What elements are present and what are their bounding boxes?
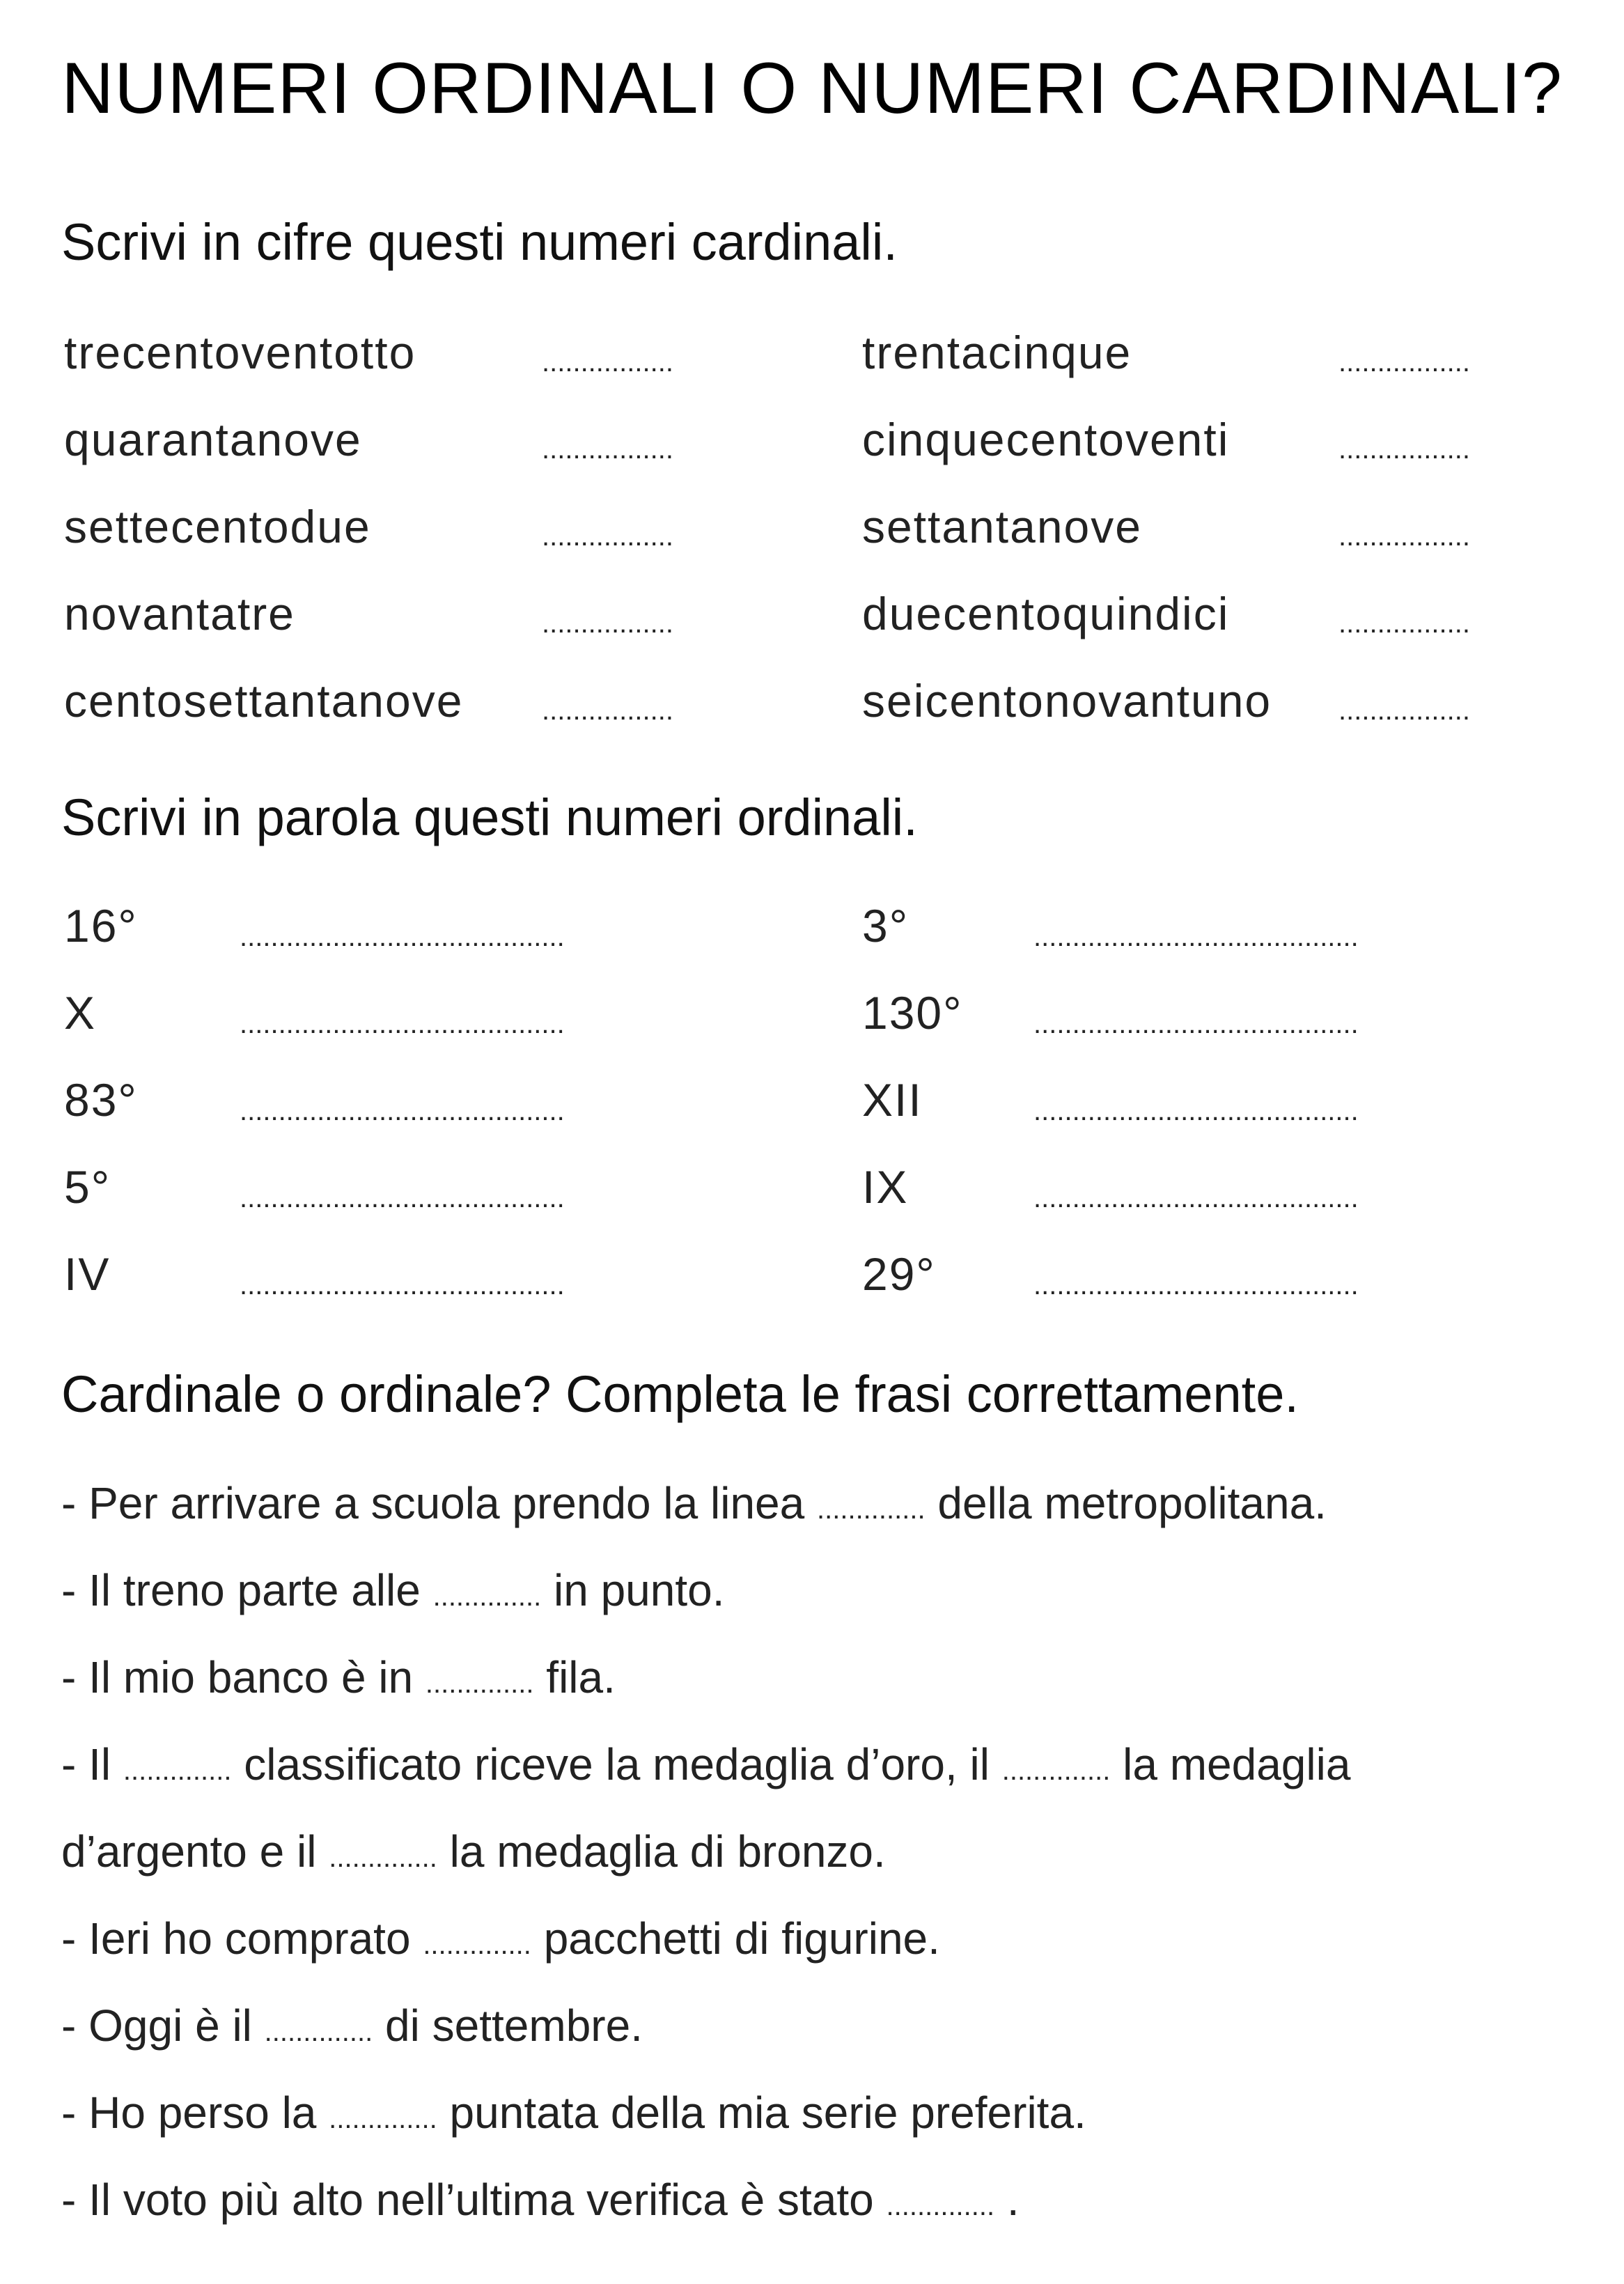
ordinal-number: 3° [862,900,909,951]
section3-heading: Cardinale o ordinale? Completa le frasi correttamente. [61,1365,1299,1423]
answer-blank[interactable]: .............. [264,2017,373,2047]
answer-blank[interactable]: .......................................... [1033,922,1359,952]
answer-blank[interactable]: .............. [123,1755,232,1786]
cardinal-word: settecentodue [64,501,371,552]
answer-blank[interactable]: ................. [542,608,673,639]
answer-blank[interactable]: .......................................... [1033,1270,1359,1300]
answer-blank[interactable]: ................. [1338,434,1470,465]
ordinal-number: 5° [64,1161,111,1213]
cardinal-word: cinquecentoventi [862,414,1230,465]
answer-blank[interactable]: .......................................... [240,1183,565,1213]
answer-blank[interactable]: ................. [542,434,673,465]
sentence: - Il .............. classificato riceve la medaglia d’oro, il .............. la medaglia [61,1739,1351,1789]
sentence: - Per arrivare a scuola prendo la linea .............. della metropolitana. [61,1478,1327,1528]
answer-blank[interactable]: .......................................... [1033,1183,1359,1213]
sentence: - Oggi è il .............. di settembre. [61,2001,643,2051]
answer-blank[interactable]: ................. [542,347,673,378]
sentence: - Ho perso la .............. puntata della mia serie preferita. [61,2088,1086,2138]
ordinal-number: IV [64,1248,111,1300]
answer-blank[interactable]: ................. [542,521,673,552]
sentence: - Il voto più alto nell’ultima verifica è stato .............. . [61,2175,1020,2225]
answer-blank[interactable]: ................. [1338,521,1470,552]
answer-blank[interactable]: ................. [1338,608,1470,639]
cardinal-word: seicentonovantuno [862,675,1272,727]
answer-blank[interactable]: ................. [1338,695,1470,726]
section2-heading: Scrivi in parola questi numeri ordinali. [61,788,918,846]
answer-blank[interactable]: .......................................... [240,922,565,952]
sentence: d’argento e il .............. la medaglia di bronzo. [61,1826,886,1877]
ordinal-number: X [64,987,97,1039]
ordinal-number: 130° [862,987,963,1039]
answer-blank[interactable]: .......................................... [1033,1009,1359,1039]
ordinal-number: 83° [64,1074,138,1126]
page-title: NUMERI ORDINALI O NUMERI CARDINALI? [61,48,1563,129]
answer-blank[interactable]: .............. [329,1842,437,1873]
answer-blank[interactable]: .......................................... [1033,1096,1359,1126]
answer-blank[interactable]: .............. [817,1494,926,1525]
answer-blank[interactable]: .............. [329,2104,437,2134]
sentence: - Ieri ho comprato .............. pacchetti di figurine. [61,1913,940,1964]
cardinal-word: novantatre [64,588,295,639]
answer-blank[interactable]: .............. [432,1581,542,1612]
cardinal-word: settantanove [862,501,1142,552]
cardinal-word: centosettantanove [64,675,464,727]
answer-blank[interactable]: .......................................... [240,1009,565,1039]
answer-blank[interactable]: .............. [425,1668,534,1699]
ordinal-number: 16° [64,900,138,951]
answer-blank[interactable]: .......................................... [240,1096,565,1126]
cardinal-word: quarantanove [64,414,362,465]
sentence: - Il treno parte alle .............. in punto. [61,1565,725,1615]
cardinal-word: trecentoventotto [64,327,416,378]
answer-blank[interactable]: .......................................... [240,1270,565,1300]
answer-blank[interactable]: .............. [423,1929,531,1960]
answer-blank[interactable]: ................. [1338,347,1470,378]
ordinal-number: 29° [862,1248,936,1300]
cardinal-word: duecentoquindici [862,588,1230,639]
answer-blank[interactable]: .............. [886,2191,995,2221]
ordinal-number: XII [862,1074,923,1126]
ordinal-number: IX [862,1161,909,1213]
sentence: - Il mio banco è in .............. fila. [61,1652,616,1702]
answer-blank[interactable]: ................. [542,695,673,726]
section1-heading: Scrivi in cifre questi numeri cardinali. [61,213,898,271]
cardinal-word: trentacinque [862,327,1132,378]
answer-blank[interactable]: .............. [1001,1755,1111,1786]
